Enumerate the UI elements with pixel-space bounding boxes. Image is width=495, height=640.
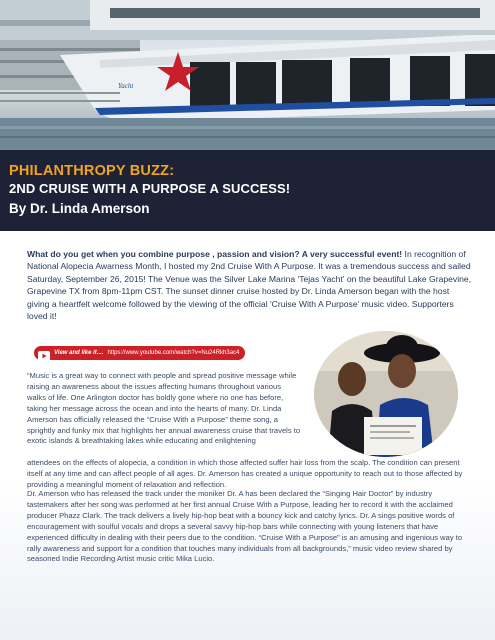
intro-body: In recognition of National Alopecia Awarness Month, I hosted my 2nd Cruise With A Purpose. It was a tremendous success and sailed Saturday, September 26, 2015! The Venue was the Silver Lake Marina 'Tejas Yacht' on the beautiful Lake Grapevine, Grapevine TX from 8pm-11pm CST. The sunset dinner cruise hosted by Dr. Linda Amerson began with the host giving a heartfelt welcome followed by the viewing of the official 'Cruise With A Purpose' music video. Supporters loved it!	[27, 249, 472, 322]
video-link-label: View and like it....	[54, 350, 104, 356]
author-photo-illustration	[314, 331, 458, 457]
intro-paragraph	[27, 248, 473, 322]
article-byline: By Dr. Linda Amerson	[9, 201, 150, 216]
youtube-link-row[interactable]	[34, 344, 245, 362]
author-photo	[314, 331, 458, 457]
boat-logo-text: Yacht	[118, 82, 134, 90]
article-header	[0, 150, 495, 231]
intro-lead: What do you get when you combine purpose , passion and vision? A very successful event!	[27, 249, 403, 259]
review-paragraph: Dr. Amerson who has released the track under the moniker Dr. A has been declared the “Singing Hair Doctor” by industry tastemakers after her song was performed at her first annual Cruise With a Purpose, leading her to record it with the acclaimed producer Phazz Clark. The track delivers a lively hip-hop beat with a bouncy kick and catchy lyrics. Dr. A sings positive words of encouragement with soulful vocals and drops a several savvy hip-hop bars while connecting with young listeners that have experienced difficulty in dealing with their peers due to the condition. “Cruise With a Purpose” is an amusing and ingenious way to rally awareness and support for a condition that touches many individuals from all backgrounds,” music video review shared by seasoned Indie Recording Artist music critic Mika Lucio.	[27, 489, 463, 564]
houseboat-illustration	[0, 0, 495, 150]
article-title: 2ND CRUISE WITH A PURPOSE A SUCCESS!	[9, 181, 291, 196]
youtube-icon	[38, 348, 50, 358]
video-link-url[interactable]: https://www.youtube.com/watch?v=Nu24Rkh3ac4	[107, 350, 240, 356]
quote-paragraph: “Music is a great way to connect with people and spread positive message while raising an awareness about the issues affecting humans throughout various walks of life. One Arlington doctor has boldly gone where no one has before, taking her message across the ocean and into the hearts of many. Dr. Linda Amerson has officially released the “Cruise With a Purpose” theme song, a sprightly and funky mix that highlights her annual awareness cruise that travels to exotic islands & breathtaking lakes while educating and enlightening	[27, 371, 301, 446]
article-body	[0, 231, 495, 640]
header-kicker: PHILANTHROPY BUZZ:	[9, 163, 175, 179]
hero-photo-houseboat	[0, 0, 495, 150]
youtube-link-pill[interactable]	[34, 346, 245, 360]
quote-continuation: attendees on the effects of alopecia, a condition in which those affected suffer hair loss from the scalp. The condition can present itself at any time and can affect people of all ages. Dr. Amerson has created a unique opportunity to reach out to those affected by providing a meaningful moment of relaxation and reflection.	[27, 458, 463, 489]
